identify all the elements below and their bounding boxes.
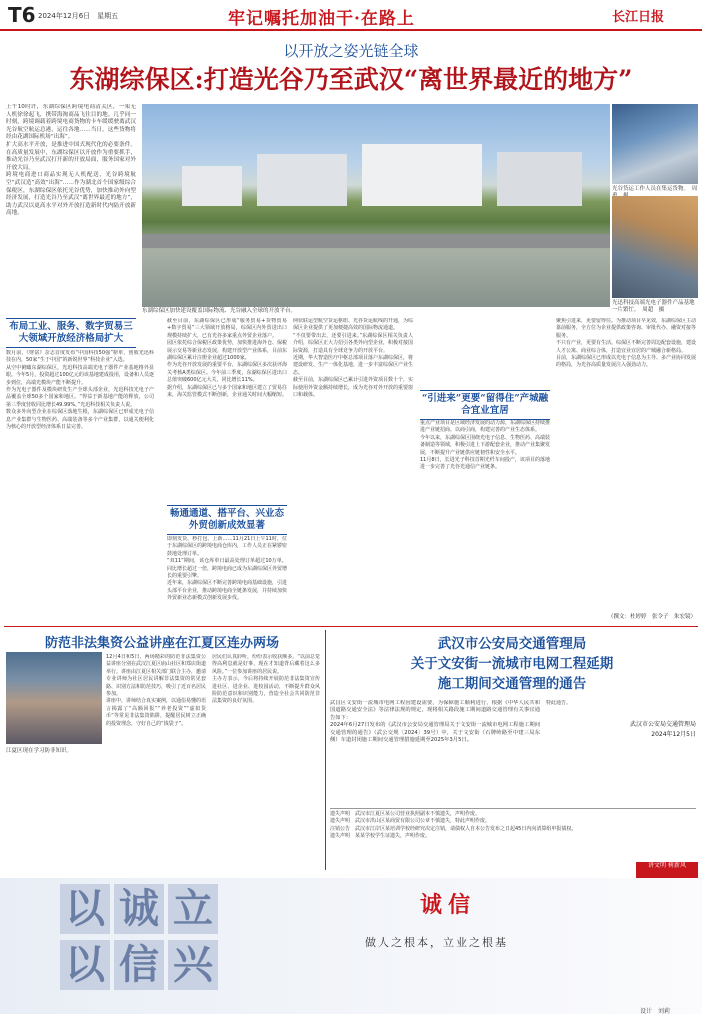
factory-photo-caption: 光迅科技高端光电子器件产品基地一片繁忙。 周超 摄 [612,300,695,313]
article2-title: 防范非法集资公益讲座在江夏区连办两场 [44,636,279,651]
main-column-1: 数月前，《财富》杂志首度发布“中国科技50强”榜单，创收光迅科技在内，50家“生于中国”的新锐世界“科技企业”入选。 从空中俯瞰东湖综保区，光迅科技高端光电子器件产业基地格外显眼。今年5月，投资超过100亿元的该基地建成投用，设备和人员逐步到位，高端光模块产能不断提升。 作为光电子器件及模块研发生产全球头部企业，光迅科技光电子产品覆盖全球50多个国家和地区。“得益于新基地产能的释放，公司第三季度营收同比增长49.99%，”光迅科技相关负责人说。 数众多外向型企业在综保区落地生根，东湖综保区已形成光电子信息产业集群与生物医药、高端装备等多个产业集群，以通关便利化为核心的开放型经济体系日益完善。 [6,350,154,431]
subhead-trade-innovation: 畅通通道、搭平台、兴业态外贸创新成效显著 [167,505,287,535]
article2-column-2: 居民们认真聆听，纷纷表示收获颇多。“以前总觉得高利息就是好事，现在才知道背后藏着这么多风险。”一位参加讲座的居民说。 主办方表示，今后将持续开展防范非法集资宣传进社区、进企业、进校园活动，不断提升群众风险防范意识和识别能力，营造全社会共同防范非法集资的良好氛围。 [212,654,320,705]
notice-title-line3: 施工期间交通管理的通告 [437,676,587,692]
main-photo-caption: 东湖综保区加快建设覆盖国际物流、光谷融入全球的开放平台。 [142,308,297,314]
banner-subtitle: 做人之根本，立业之根基 [365,936,508,949]
column-divider [325,630,326,870]
notice-sign-org: 武汉市公安局交通管理局 [629,721,696,728]
main-column-6: 聚焦引进来，更要留得住。为推动项目早见效，东湖综保区主动靠前服务，全方位为企业提供政策咨询、审批代办、融资对接等服务。 不只有产业，更要有生活。综保区不断完善周边配套设施，建设人才公寓、商业综合体，打造宜业宜居的产城融合新格局。 目前，东湖综保区已形成以光电子信息为主导、多产业协同发展的格局，为光谷高质量发展注入强劲动力。 [556,318,696,369]
worker-photo [612,104,698,184]
notice-body: 武昌区文安街一流城市电网工程因建设需要，为保障施工顺利进行，根据《中华人民共和国道路交通安全法》等法律法规的规定，现将相关路段施工期间道路交通管理有关事宜通告如下： 2024年6月27日发布的《武汉市公安局交通管理局关于文安街一流城市电网工程施工期间交通管理的通告》（武公交规〔2024〕39号）中，关于文安街（石牌岭路至中建三局东侧）车道封闭施工期间交通管理措施延期至2025年3月5日。 [330,700,540,744]
section-divider [4,626,698,627]
notice-signature [546,720,696,740]
main-byline: （撰文：杜婷婷 张令子 朱宏镜） [607,614,696,620]
notice-title-line2: 关于文安街一流城市电网工程延期 [410,656,614,672]
notice-title [330,634,694,694]
lecture-photo [6,652,102,744]
banner-char-2: 诚 [114,884,164,934]
banner-tag: 讲文明 树新风 [636,862,698,878]
designer-credit: 设计 刘莉 [640,1008,671,1015]
main-photo [142,104,610,307]
main-column-5: 重点产业项目是区域经济发展的动力源，东湖综保区持续推进产业链招商、以商引商，构建完善的产业生态体系。 今年以来，东湖综保区围绕光电子信息、生物医药、高端装备制造等领域，积极引进上下游配套企业，推动产业集聚发展，不断提升产业链供应链韧性和安全水平。 11月8日，长进光子科技首期光纤车间投产，该项目的落地进一步完善了光谷光通信产业链条。 [420,420,550,471]
page-header [0,0,702,30]
main-column-2: 截至目前，东湖综保区已形成“服务贸易+货物贸易+数字贸易”三大领域开放格局，综保区内外贸进出口规模持续扩大，已有光谷多家重点外贸企业落户。 园区依托综合保税区政策优势，加快推进海外仓、保税展示交易等新业态发展，构建开放型产业体系，目前东湖综保区累计注册企业超过1000家。 作为光谷开放发展的重要平台，东湖综保区多次获评海关考核A类综保区。今年前三季度，东湖综保区进出口总值突破600亿元大关，同比增长11%。 据介绍，东湖综保区已与多个国家和地区建立了贸易往来，海关监管模式不断创新，企业通关时间大幅缩短。 [167,318,287,399]
article2-column-1: 12月4日和5日，两场精彩的防范非法集资公益讲座分别在武汉江夏区庙山社区和郑店街道举行。讲座由江夏区相关部门联合主办，邀请专业讲师为社区居民讲解非法集资的常见套路、识别方法和防范技巧，吸引了近百名居民参加。 讲座中，讲师结合真实案例，以通俗易懂的语言揭露了“高额回报”“养老投资”“虚拟货币”等常见非法集资陷阱，提醒居民树立正确的投资理念，守好自己的“钱袋子”。 [106,654,206,727]
banner-char-5: 信 [114,940,164,990]
banner-char-4: 以 [60,940,110,990]
worker-photo-caption: 光谷货运工作人员在集运货物。 周 [612,186,698,192]
banner-title: 诚信 [420,892,477,918]
subhead-industry-city: “引进来”更要“留得住”产城融合宜业宜居 [420,390,550,420]
banner-char-1: 以 [60,884,110,934]
main-column-4: 网状联运型航空货运枢纽、光谷货运航线的开通，为综保区企业提供了更加便捷高效的国际物流通道。 “不仅要带出去，还要引进来。”东湖综保区相关负责人介绍，综保区正大力招引各类外向型企业，积极对接国际资源，打造具有全球竞争力的开放平台。 近期，华大智造医疗中枢总部项目落户东湖综保区，将建设研发、生产一体化基地，进一步丰富综保区产业生态。 截至目前，东湖综保区已累计引进外资项目数十个，实际使用外资金额持续增长，成为光谷对外开放的重要窗口和载体。 [293,318,413,399]
lecture-photo-caption: 江夏区现在学习防非知识。 [6,748,73,754]
page-number: T6 [8,3,36,27]
banner-char-3: 立 [168,884,218,934]
issue-date: 2024年12月6日 星期五 [38,12,119,20]
factory-photo [612,196,698,298]
lead-paragraph: 上午10时许，东湖综保区跨境电商清关区，一架无人机徐徐起飞，携带海淘商品飞往目的地。几乎同一时刻，跨境调载着跨境电商货物的卡车缓缓驶离武汉光谷航空航运总港，运往各地……当日，这些货物将经由花湖国际机场“出海”。 扩大高水平开放，是推进中国式现代化的必要条件。在高质量发展中，东湖综保区以开放作为重要抓手，推动光谷乃至武汉打开新的开放局面，服务国家对外开放大局。 跨境电商进口商品实现无人机配送，光谷跨境航空“武汉造”高效“出海”……作为湖北首个国家级综合保税区，东湖综保区依托光谷优势，加快推动外向型经济发展，打造光谷乃至武汉“离世界最近的地方”，助力武汉以更高水平对外开放打造新时代内陆开放新高地。 [6,104,136,217]
subhead-open-economy: 布局工业、服务、数字贸易三大领域开放经济格局扩大 [6,318,136,348]
main-headline: 东湖综保区:打造光谷乃至武汉“离世界最近的地方” [69,65,633,94]
header-rule [0,29,702,31]
newspaper-logo: 长江日报 [612,10,665,25]
notice-title-line1: 武汉市公安局交通管理局 [437,636,587,652]
section-slogan: 牢记嘱托加油干·在路上 [228,9,415,29]
main-column-3: 即刻发货、秒打包、上新……11月21日上午11时，位于东湖综保区的跨境电商仓库内，工作人员正在紧锣密鼓地处理订单。 “双11”期间，该仓库单日最高处理订单超过10万单，同比增长超过一倍，跨境电商已成为东湖综保区外贸增长的重要引擎。 近年来，东湖综保区不断完善跨境电商基础设施，引进头部平台企业，推动跨境电商全链条发展，并持续加快外贸新业态新模式创新发展步伐。 [167,536,287,602]
notice-sign-date: 2024年12月5日 [651,731,696,738]
legal-notices: 遗失声明 武汉市江夏区某公司营业执照副本不慎遗失，声明作废。 遗失声明 武汉市洪山区某商贸有限公司公章不慎遗失，特此声明作废。 注销公告 武汉市江岸区某培训学校经研究决定注销，请债权人自本公告发布之日起45日内向清算组申报债权。 遗失声明 某某学校学生证遗失，声明作废。 [330,808,696,873]
banner-char-6: 兴 [168,940,218,990]
main-kicker: 以开放之姿光链全球 [283,42,419,60]
notice-body-end: 特此通告。 [546,700,572,706]
